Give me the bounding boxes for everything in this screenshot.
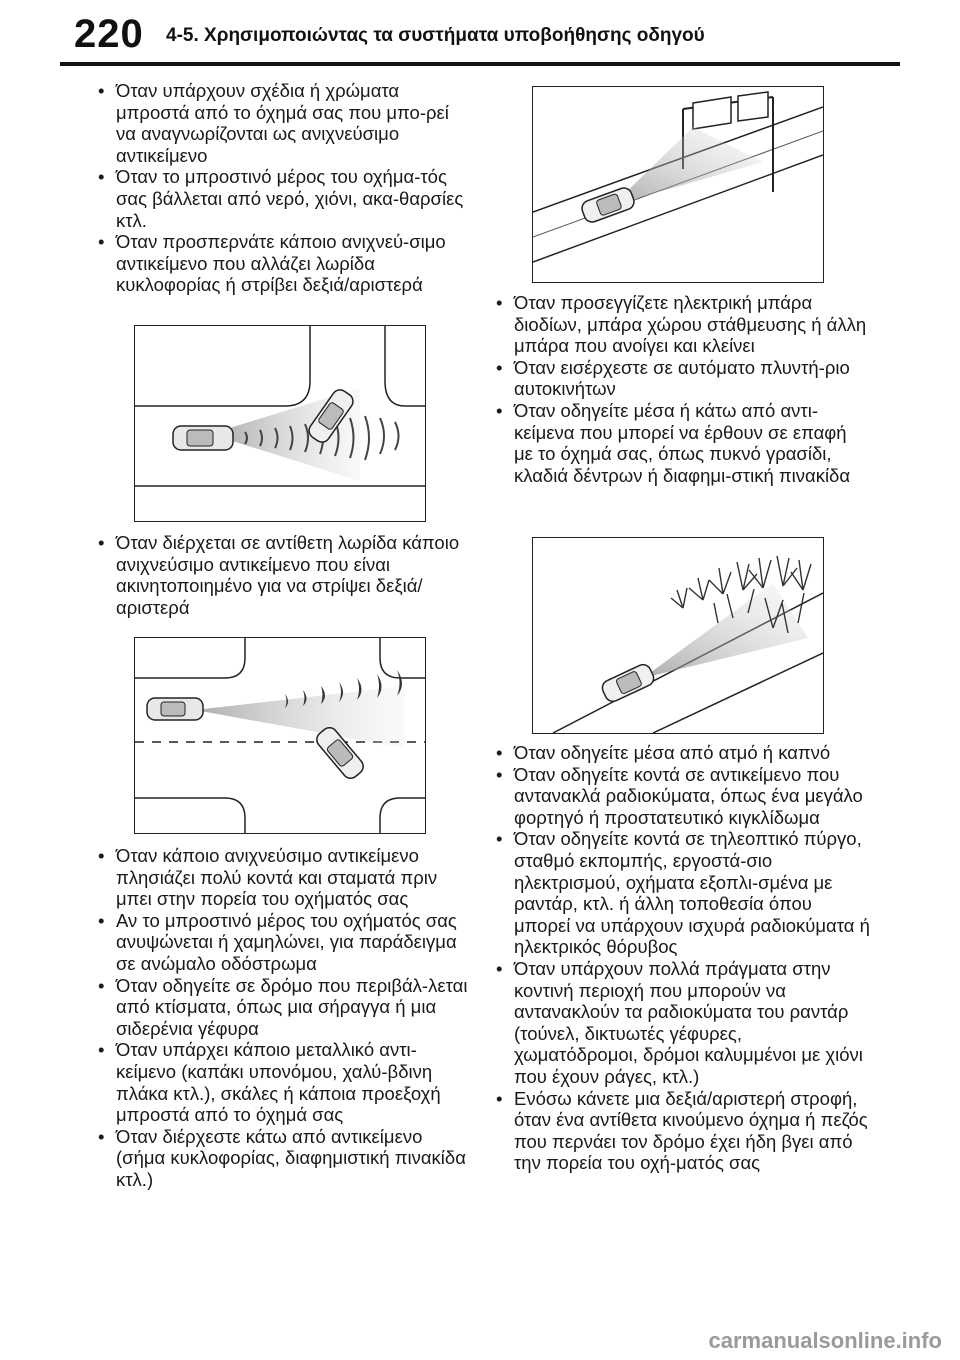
list-item: • Όταν προσεγγίζετε ηλεκτρική μπάρα διοδίων, μπάρα χώρου στάθμευσης ή άλλη μπάρα που ανοίγει και κλείνει bbox=[490, 292, 870, 357]
bullet-list-right-2 bbox=[490, 742, 870, 1174]
figure-oncoming-lane bbox=[134, 637, 426, 834]
list-item: • Όταν οδηγείτε μέσα από ατμό ή καπνό bbox=[490, 742, 870, 764]
figure-overhead-sign bbox=[532, 86, 824, 283]
bullet-list-left-2 bbox=[92, 532, 472, 618]
list-item: • Όταν κάποιο ανιχνεύσιμο αντικείμενο πλησιάζει πολύ κοντά και σταματά πριν μπει στην πορεία του οχήματός σας bbox=[92, 845, 472, 910]
header-rule bbox=[60, 62, 900, 66]
list-item: • Όταν το μπροστινό μέρος του οχήμα-τός σας βάλλεται από νερό, χιόνι, ακα-θαρσίες κτλ. bbox=[92, 166, 472, 231]
list-item: • Όταν διέρχεται σε αντίθετη λωρίδα κάποιο ανιχνεύσιμο αντικείμενο που είναι ακινητοποιημένο για να στρίψει δεξιά/αριστερά bbox=[92, 532, 472, 618]
overhead-sign-illustration bbox=[533, 87, 823, 282]
page-header bbox=[0, 0, 960, 70]
list-item: • Όταν υπάρχει κάποιο μεταλλικό αντι-κείμενο (καπάκι υπονόμου, χαλύ-βδινη πλάκα κτλ.), σκάλες ή κάποια προεξοχή μπροστά από το όχημά σας bbox=[92, 1039, 472, 1125]
list-item: • Όταν εισέρχεστε σε αυτόματο πλυντή-ριο αυτοκινήτων bbox=[490, 357, 870, 400]
list-item: • Όταν οδηγείτε κοντά σε τηλεοπτικό πύργο, σταθμό εκπομπής, εργοστά-σιο ηλεκτρισμού, οχήματα εξοπλι-σμένα με ραντάρ, κτλ. ή άλλη τοποθεσία όπου μπορεί να υπάρχουν ισχυρά ραδιοκύματα ή ηλεκτρικός θόρυβος bbox=[490, 828, 870, 958]
figure-intersection-turn bbox=[134, 325, 426, 522]
bullet-list-left-1 bbox=[92, 80, 472, 296]
vegetation-illustration bbox=[533, 538, 823, 733]
section-title: 4-5. Χρησιμοποιώντας τα συστήματα υποβοήθησης οδηγού bbox=[166, 25, 705, 46]
list-item: • Όταν υπάρχουν πολλά πράγματα στην κοντινή περιοχή που μπορούν να αντανακλούν τα ραδιοκύματα του ραντάρ (τούνελ, δικτυωτές γέφυρες, χωματόδρομοι, δρόμοι καλυμμένοι με χιόνι που έχουν ράγες, κτλ.) bbox=[490, 958, 870, 1088]
watermark: carmanualsonline.info bbox=[708, 1328, 942, 1353]
list-item: • Όταν υπάρχουν σχέδια ή χρώματα μπροστά από το όχημά σας που μπο-ρεί να αναγνωρίζονται ως ανιχνεύσιμο αντικείμενο bbox=[92, 80, 472, 166]
list-item: • Όταν οδηγείτε κοντά σε αντικείμενο που αντανακλά ραδιοκύματα, όπως ένα μεγάλο φορτηγό ή προστατευτικό κιγκλίδωμα bbox=[490, 764, 870, 829]
figure-vegetation bbox=[532, 537, 824, 734]
oncoming-lane-illustration bbox=[135, 638, 425, 833]
car-icon bbox=[600, 662, 656, 704]
page-number: 220 bbox=[74, 12, 144, 56]
intersection-turn-illustration bbox=[135, 326, 425, 521]
list-item: • Όταν οδηγείτε σε δρόμο που περιβάλ-λεται από κτίσματα, όπως μια σήραγγα ή μια σιδερένια γέφυρα bbox=[92, 975, 472, 1040]
list-item: • Αν το μπροστινό μέρος του οχήματός σας ανυψώνεται ή χαμηλώνει, για παράδειγμα σε ανώμαλο οδόστρωμα bbox=[92, 910, 472, 975]
list-item: • Όταν οδηγείτε μέσα ή κάτω από αντι-κείμενα που μπορεί να έρθουν σε επαφή με το όχημά σας, όπως πυκνό γρασίδι, κλαδιά δέντρων ή διαφημι-στική πινακίδα bbox=[490, 400, 870, 486]
list-item: • Ενόσω κάνετε μια δεξιά/αριστερή στροφή, όταν ένα αντίθετα κινούμενο όχημα ή πεζός που περνάει τον δρόμο έχει ήδη βγει από την πορεία του οχή-ματός σας bbox=[490, 1088, 870, 1174]
car-icon bbox=[173, 426, 233, 450]
list-item: • Όταν διέρχεστε κάτω από αντικείμενο (σήμα κυκλοφορίας, διαφημιστική πινακίδα κτλ.) bbox=[92, 1126, 472, 1191]
list-item: • Όταν προσπερνάτε κάποιο ανιχνεύ-σιμο αντικείμενο που αλλάζει λωρίδα κυκλοφορίας ή στρίβει δεξιά/αριστερά bbox=[92, 231, 472, 296]
bullet-list-left-3 bbox=[92, 845, 472, 1191]
car-icon bbox=[147, 698, 203, 720]
bullet-list-right-1 bbox=[490, 292, 870, 486]
